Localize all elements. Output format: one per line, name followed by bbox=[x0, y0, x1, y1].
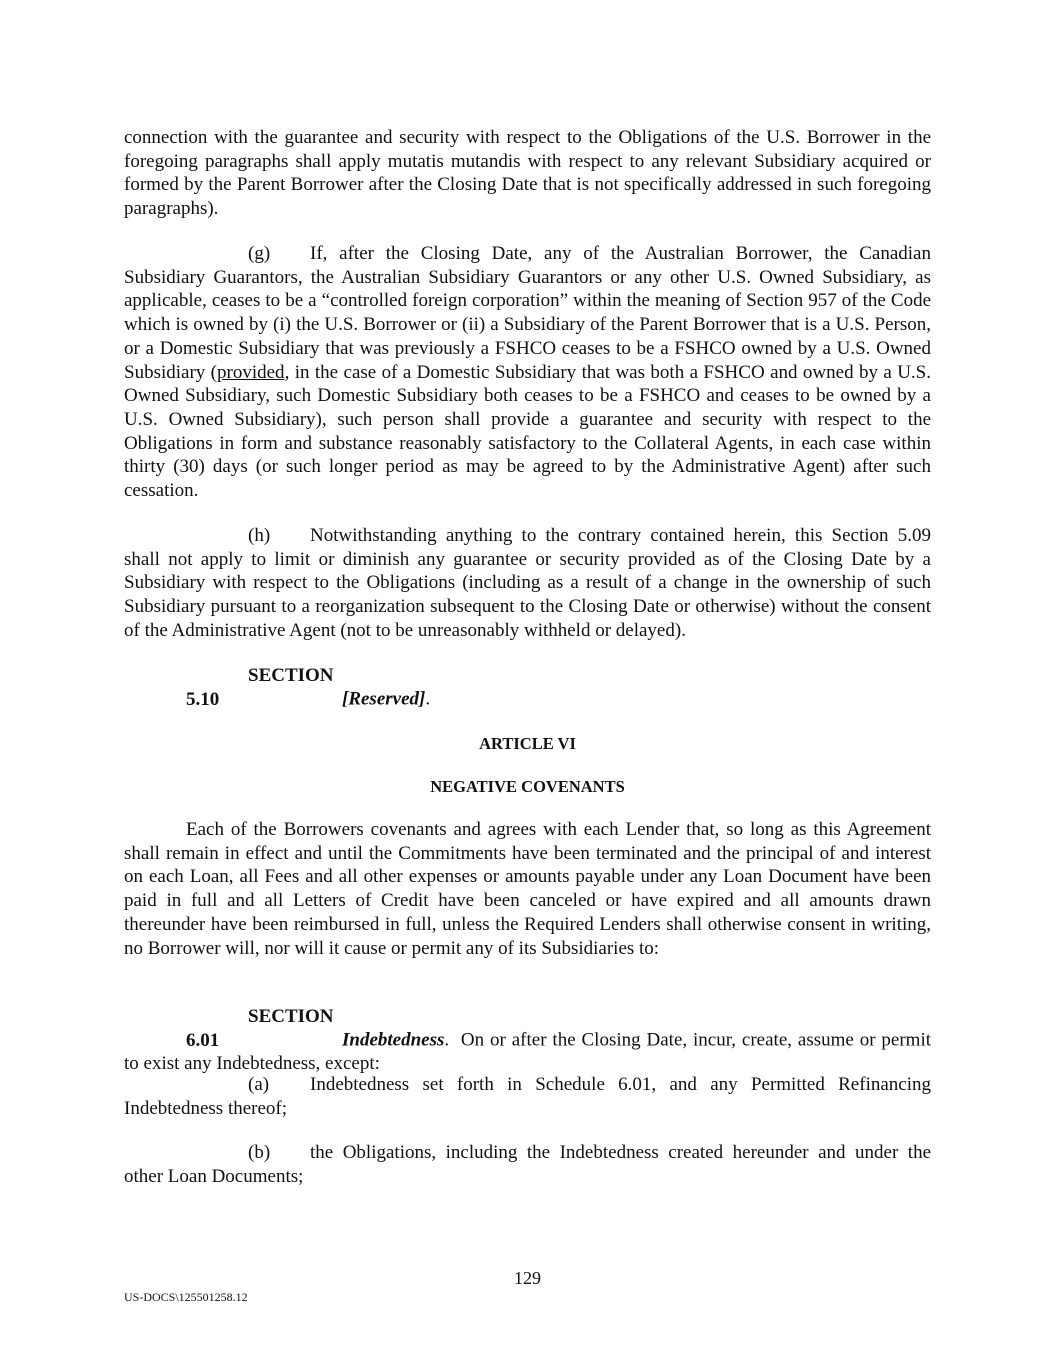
paragraph-g bbox=[124, 242, 931, 503]
paragraph-g-text-2: , in the case of a Domestic Subsidiary that was both a FSHCO and owned by a U.S. Owned Subsidiary, such Domestic Subsidiary both ceases to be a FSHCO and ceases to be owned by a U.S. Owned Subsidiary), such person shall provide a guarantee and security with respect to the Obligations in form and substance reasonably satisfactory to the Collateral Agents, in each case within thirty (30) days (or such longer period as may be agreed to by the Administrative Agent) after such cessation. bbox=[124, 361, 931, 502]
provided-term: provided bbox=[217, 361, 285, 383]
list-item bbox=[124, 1141, 931, 1188]
page-number: 129 bbox=[514, 1268, 541, 1288]
paragraph-g-label: (g) bbox=[248, 243, 271, 264]
paragraph-h bbox=[124, 524, 931, 643]
section-6-01-number: SECTION 6.01 bbox=[186, 1006, 334, 1051]
list-item-text: the Obligations, including the Indebtedness created hereunder and under the other Loan Documents; bbox=[124, 1142, 931, 1187]
article-heading: ARTICLE VI bbox=[479, 734, 576, 753]
list-item bbox=[124, 1073, 931, 1120]
section-6-01-paragraph bbox=[124, 1005, 931, 1076]
list-item-text: Indebtedness set forth in Schedule 6.01, and any Permitted Refinancing Indebtedness thereof; bbox=[124, 1074, 931, 1119]
paragraph-g-text-1: If, after the Closing Date, any of the Australian Borrower, the Canadian Subsidiary Guarantors, the Australian Subsidiary Guarantors or any other U.S. Owned Subsidiary, as applicable, ceases to be a “controlled foreign corporation” within the meaning of Section 957 of the Code which is owned by (i) the U.S. Borrower or (ii) a Subsidiary of the Parent Borrower that is a U.S. Person, or a Domestic Subsidiary that was previously a FSHCO ceases to be a FSHCO owned by a U.S. Owned Subsidiary ( bbox=[124, 243, 931, 383]
section-6-01-text: On or after the Closing Date, incur, create, assume or permit to exist any Indebtedness, except: bbox=[124, 1029, 931, 1075]
article-subheading: NEGATIVE COVENANTS bbox=[430, 777, 625, 796]
section-5-10-title: [Reserved] bbox=[342, 688, 426, 710]
section-6-01-punct: . bbox=[444, 1029, 450, 1051]
article-intro-paragraph: Each of the Borrowers covenants and agrees with each Lender that, so long as this Agreement shall remain in effect and until the Commitments have been terminated and the principal of and interest on each Loan, all Fees and all other expenses or amounts payable under any Loan Document have been paid in full and all Letters of Credit have been canceled or have expired and all amounts drawn thereunder have been reimbursed in full, unless the Required Lenders shall otherwise consent in writing, no Borrower will, nor will it cause or permit any of its Subsidiaries to: bbox=[124, 819, 931, 959]
list-item-label: (b) bbox=[248, 1142, 271, 1163]
paragraph-h-label: (h) bbox=[248, 525, 271, 546]
list-item-label: (a) bbox=[248, 1074, 270, 1095]
section-5-10-number: SECTION 5.10 bbox=[186, 665, 334, 710]
section-6-01-title: Indebtedness bbox=[342, 1029, 445, 1051]
document-id: US-DOCS\125501258.12 bbox=[124, 1290, 248, 1304]
paragraph-h-text: Notwithstanding anything to the contrary contained herein, this Section 5.09 shall not apply to limit or diminish any guarantee or security provided as of the Closing Date by a Subsidiary with respect to the Obligations (including as a result of a change in the ownership of such Subsidiary pursuant to a reorganization subsequent to the Closing Date or otherwise) without the consent of the Administrative Agent (not to be unreasonably withheld or delayed). bbox=[124, 525, 931, 641]
section-5-10-heading bbox=[124, 664, 931, 711]
section-5-10-punct: . bbox=[425, 688, 431, 710]
continuation-paragraph: connection with the guarantee and security with respect to the Obligations of the U.S. Borrower in the foregoing paragraphs shall apply mutatis mutandis with respect to any relevant Subsidiary acquired or formed by the Parent Borrower after the Closing Date that is not specifically addressed in such foregoing paragraphs). bbox=[124, 127, 931, 220]
